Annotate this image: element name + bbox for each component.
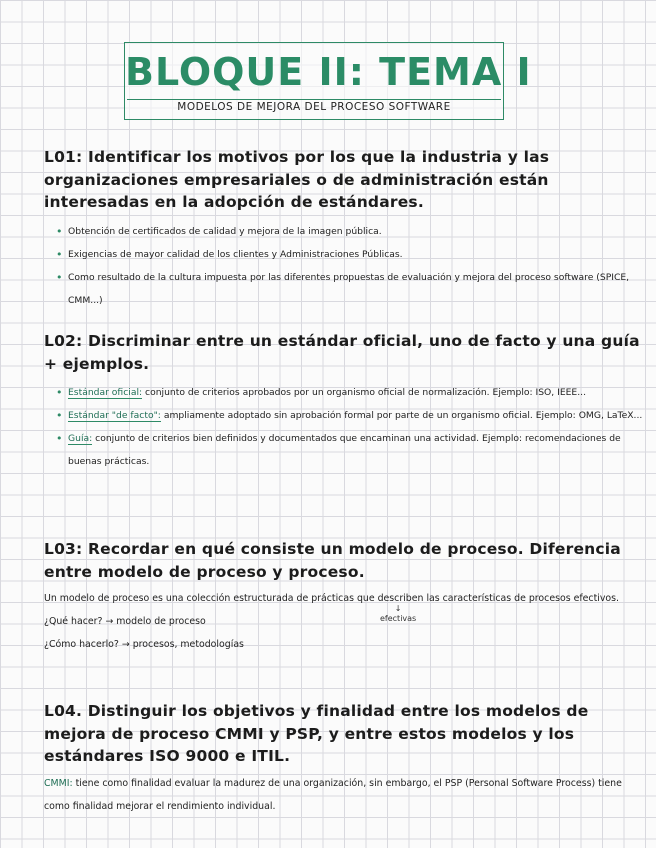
section-paragraph (44, 772, 650, 818)
title-box (124, 42, 532, 120)
title-divider (127, 99, 501, 100)
section-lo4 (44, 700, 650, 818)
list-item (56, 404, 650, 427)
page-title: BLOQUE II: TEMA I (125, 50, 532, 94)
term-label: Estándar oficial: (68, 387, 143, 398)
term-label: Estándar "de facto": (68, 410, 161, 421)
margin-note: ↓ efectivas (380, 604, 417, 623)
list-item (56, 427, 650, 473)
list-item (56, 381, 650, 404)
list-item: • Exigencias de mayor calidad de los clientes y Administraciones Públicas. (56, 243, 650, 266)
section-line: ¿Cómo hacerlo? → procesos, metodologías (44, 639, 244, 650)
section-paragraph: Un modelo de proceso es una colección estructurada de prácticas que describen las características de procesos efectivos. (44, 593, 619, 604)
section-heading: L02: Discriminar entre un estándar oficial, uno de facto y una guía + ejemplos. (44, 332, 640, 373)
section-heading: L01: Identificar los motivos por los que la industria y las organizaciones empresariales o de administración están interesadas en la adopción de estándares. (44, 148, 550, 211)
bullet-list (44, 220, 650, 312)
section-line: ¿Qué hacer? → modelo de proceso (44, 616, 206, 627)
list-item: • Como resultado de la cultura impuesta por las diferentes propuestas de evaluación y mejora del proceso software (SPICE, CMM...) (56, 266, 650, 312)
section-lo2 (44, 330, 650, 473)
section-heading: L04. Distinguir los objetivos y finalidad entre los modelos de mejora de proceso CMMI y PSP, y entre estos modelos y los estándares ISO 9000 e ITIL. (44, 702, 589, 765)
bullet-list (44, 381, 650, 473)
section-heading: L03: Recordar en qué consiste un modelo de proceso. Diferencia entre modelo de proceso y proceso. (44, 540, 621, 581)
term-label: CMMI: (44, 777, 73, 789)
term-label: Guía: (68, 433, 93, 444)
term-text: tiene como finalidad evaluar la madurez de una organización, sin embargo, el PSP (Personal Software Process) tiene como finalidad mejorar el rendimiento individual. (44, 777, 622, 812)
term-text: conjunto de criterios aprobados por un organismo oficial de normalización. Ejemplo: ISO, IEEE... (142, 387, 587, 398)
term-text: conjunto de criterios bien definidos y documentados que encaminan una actividad. Ejemplo: recomendaciones de buenas prácticas. (68, 433, 621, 467)
margin-note-text: efectivas (380, 614, 417, 623)
list-item: • Obtención de certificados de calidad y mejora de la imagen pública. (56, 220, 650, 243)
term-text: ampliamente adoptado sin aprobación formal por parte de un organismo oficial. Ejemplo: OMG, LaTeX... (160, 410, 643, 421)
page-subtitle: MODELOS DE MEJORA DEL PROCESO SOFTWARE (177, 101, 451, 113)
section-lo1 (44, 146, 650, 312)
section-lo3 (44, 538, 650, 656)
